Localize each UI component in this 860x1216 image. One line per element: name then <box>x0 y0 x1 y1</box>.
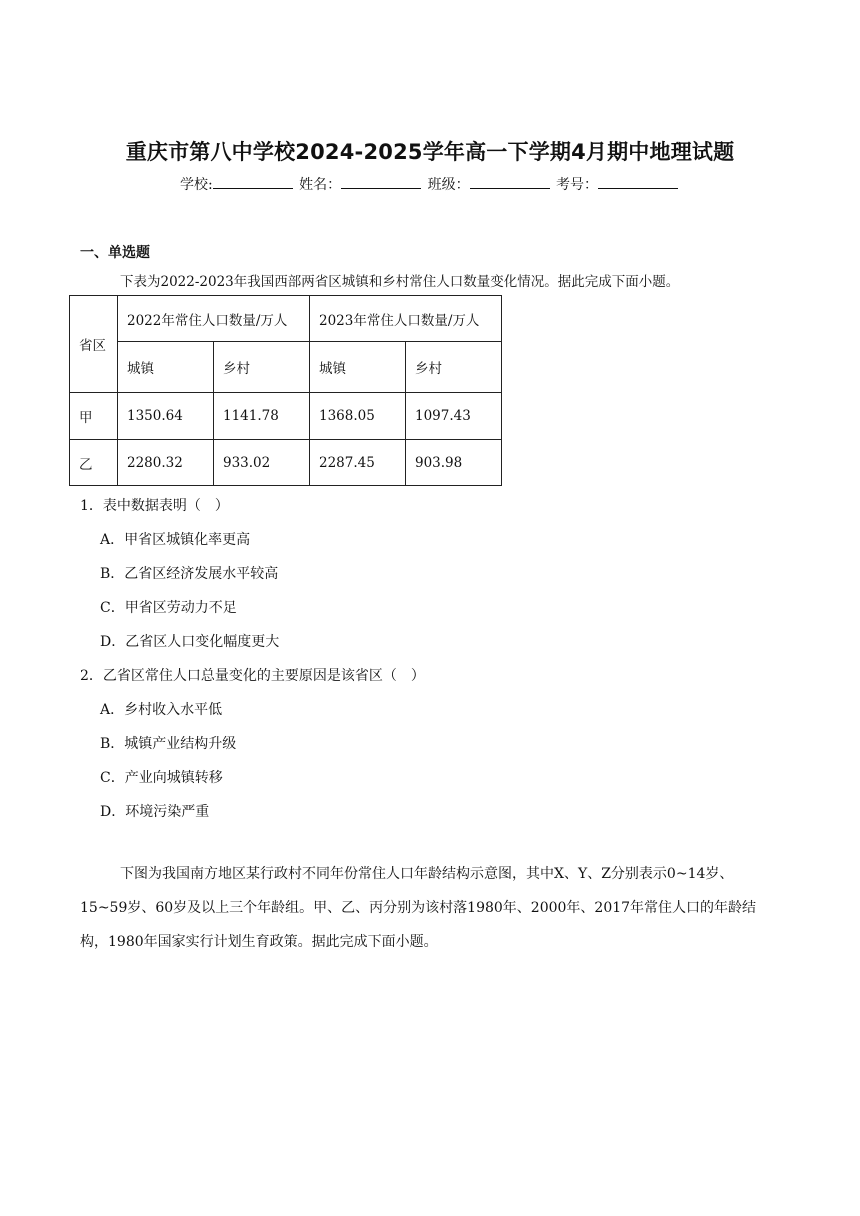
exam-number-label: 考号： <box>556 177 599 193</box>
question-1-option-b[interactable]: B．乙省区经济发展水平较高 <box>100 566 279 582</box>
student-info-line <box>0 174 860 194</box>
table-cell-region: 乙 <box>70 440 118 486</box>
table-corner-cell: 省区 <box>70 296 118 393</box>
table-cell: 933.02 <box>214 440 310 486</box>
question-2-stem: 2．乙省区常住人口总量变化的主要原因是该省区（ ） <box>80 668 425 684</box>
school-label: 学校: <box>179 177 213 193</box>
table-cell-region: 甲 <box>70 393 118 440</box>
class-blank <box>470 174 550 189</box>
table-cell: 2287.45 <box>310 440 406 486</box>
question-2-option-a[interactable]: A．乡村收入水平低 <box>100 702 223 718</box>
name-label: 姓名： <box>299 177 342 193</box>
question-1-stem: 1．表中数据表明（ ） <box>80 498 229 514</box>
table-group-header-2023: 2023年常住人口数量/万人 <box>310 296 502 342</box>
table-subheader: 乡村 <box>214 342 310 393</box>
class-label: 班级： <box>427 177 470 193</box>
table-subheader: 城镇 <box>118 342 214 393</box>
table-cell: 1141.78 <box>214 393 310 440</box>
question-2-option-d[interactable]: D．环境污染严重 <box>100 804 210 820</box>
question-2-option-c[interactable]: C．产业向城镇转移 <box>100 770 223 786</box>
table-row <box>70 393 502 440</box>
section-heading: 一、单选题 <box>80 245 150 261</box>
table-subheader: 城镇 <box>310 342 406 393</box>
table-cell: 903.98 <box>406 440 502 486</box>
school-blank <box>213 174 293 189</box>
question-1-option-d[interactable]: D．乙省区人口变化幅度更大 <box>100 634 280 650</box>
document-title: 重庆市第八中学校2024-2025学年高一下学期4月期中地理试题 <box>125 140 735 164</box>
population-table <box>69 295 502 486</box>
question-2-option-b[interactable]: B．城镇产业结构升级 <box>100 736 237 752</box>
table-cell: 2280.32 <box>118 440 214 486</box>
question-1-option-c[interactable]: C．甲省区劳动力不足 <box>100 600 237 616</box>
exam-number-blank <box>598 174 678 189</box>
table-group-header-2022: 2022年常住人口数量/万人 <box>118 296 310 342</box>
name-blank <box>341 174 421 189</box>
table-cell: 1350.64 <box>118 393 214 440</box>
table-subheader: 乡村 <box>406 342 502 393</box>
question-1-option-a[interactable]: A．甲省区城镇化率更高 <box>100 532 251 548</box>
passage-2: 下图为我国南方地区某行政村不同年份常住人口年龄结构示意图，其中X、Y、Z分别表示0~14岁、15~59岁、60岁及以上三个年龄组。甲、乙、丙分别为该村落1980年、2000年、2017年常住人口的年龄结构，1980年国家实行计划生育政策。据此完成下面小题。 <box>80 866 757 950</box>
table-cell: 1097.43 <box>406 393 502 440</box>
table-row <box>70 440 502 486</box>
table-intro: 下表为2022-2023年我国西部两省区城镇和乡村常住人口数量变化情况。据此完成下面小题。 <box>120 274 680 290</box>
table-cell: 1368.05 <box>310 393 406 440</box>
